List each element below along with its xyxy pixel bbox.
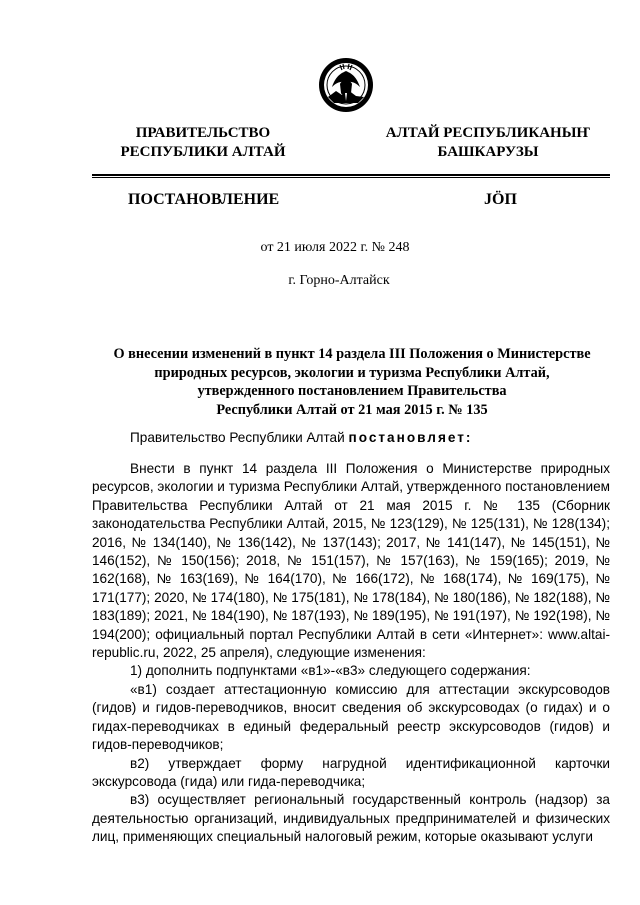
doc-type-russian: ПОСТАНОВЛЕНИЕ bbox=[128, 191, 280, 208]
body-paragraph: Внести в пункт 14 раздела III Положения о Министерстве природных ресурсов, экологии и туризма Республики Алтай, утвержденного постановлением Правительства Республики Алтай от 21 мая 2015 г. № 135 (Сборник законодательства Республики Алтай, 2015, № 123(129), № 125(131), № 128(134); 2016, № 134(140), № 136(142), № 137(143); 2017, № 141(147), № 145(151), № 146(152), № 150(156); 2018, № 151(157), № 157(163), № 159(165); 2019, № 162(168), № 163(169), № 164(170), № 166(172), № 168(174), № 169(175), № 171(177); 2020, № 174(180), № 175(181), № 178(184), № 180(186), № 182(188), № 183(189); 2021, № 184(190), № 187(193), № 189(195), № 191(197), № 192(198), № 194(200); официальный портал Республики Алтай в сети «Интернет»: www.altai-republic.ru, 2022, 25 апреля), следующие изменения: bbox=[92, 461, 610, 661]
header-left-line2: РЕСПУБЛИКИ АЛТАЙ bbox=[120, 144, 286, 160]
body-paragraph: в2) утверждает форму нагрудной идентификационной карточки экскурсовода (гида) или гида-переводчика; bbox=[92, 755, 610, 789]
header-right-line2: БАШКАРУЗЫ bbox=[437, 144, 539, 160]
decree-statement bbox=[130, 429, 472, 447]
title-line: О внесении изменений в пункт 14 раздела III Положения о Министерстве bbox=[113, 346, 591, 362]
title-line: природных ресурсов, экологии и туризма Республики Алтай, bbox=[154, 364, 550, 381]
decree-prefix: Правительство Республики Алтай bbox=[130, 430, 345, 445]
document-title bbox=[92, 345, 612, 419]
header-divider-thin bbox=[92, 177, 610, 178]
body-paragraph: в3) осуществляет региональный государственный контроль (надзор) за деятельностью организаций, индивидуальных предпринимателей и физических лиц, применяющих специальный налоговый режим, которые оказывают услуги bbox=[92, 792, 610, 845]
title-line: Республики Алтай от 21 мая 2015 г. № 135 bbox=[216, 401, 488, 418]
document-city: г. Горно-Алтайск bbox=[288, 273, 390, 288]
header-divider-thick bbox=[92, 174, 610, 176]
header-left-line1: ПРАВИТЕЛЬСТВО bbox=[135, 125, 271, 141]
body-paragraph: 1) дополнить подпунктами «в1»-«в3» следующего содержания: bbox=[130, 663, 531, 679]
altai-coat-of-arms-icon bbox=[318, 57, 374, 113]
doc-type-altai: JӦП bbox=[484, 191, 517, 208]
header-right bbox=[378, 124, 598, 162]
document-body bbox=[92, 460, 610, 847]
document-date-number: от 21 июля 2022 г. № 248 bbox=[260, 240, 410, 255]
header-right-line1: АЛТАЙ РЕСПУБЛИКАНЫҤ bbox=[385, 125, 591, 141]
header-left bbox=[98, 124, 308, 162]
decree-verb: постановляет: bbox=[348, 430, 473, 445]
body-paragraph: «в1) создает аттестационную комиссию для аттестации экскурсоводов (гидов) и гидов-переводчиков, вносит сведения об экскурсоводах (о гидах) и о гидах-переводчиках в единый федеральный реестр экскурсоводов (гидов) и гидов-переводчиков; bbox=[92, 681, 610, 753]
title-line: утвержденного постановлением Правительства bbox=[197, 383, 507, 399]
